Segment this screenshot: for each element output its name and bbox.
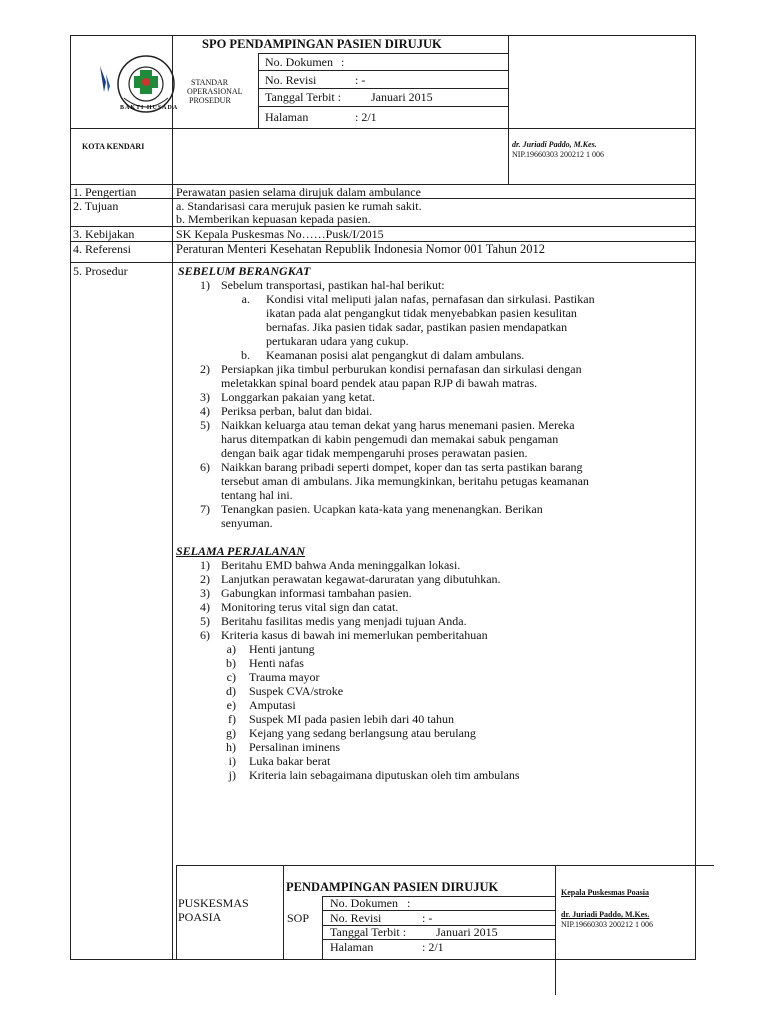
- section-label: 5. Prosedur: [73, 264, 128, 278]
- section-label: 4. Referensi: [73, 242, 131, 256]
- list-text: bernafas. Jika pasien tidak sadar, pastikan pasien mendapatkan: [266, 320, 568, 334]
- city-label: KOTA KENDARI: [82, 142, 145, 151]
- list-text: Kejang yang sedang berlangsung atau berulang: [249, 726, 476, 740]
- criteria-list: [176, 642, 696, 782]
- list-text: Keamanan posisi alat pengangkut di dalam ambulans.: [266, 348, 525, 362]
- list-number: 3): [200, 390, 210, 404]
- list-number: j): [228, 768, 236, 782]
- document-title: SPO PENDAMPINGAN PASIEN DIRUJUK: [202, 37, 442, 51]
- list-text: Naikkan keluarga atau teman dekat yang harus menemani pasien. Mereka: [221, 418, 575, 432]
- list-text: dengan baik agar tidak mempengaruhi proses perawatan pasien.: [221, 446, 528, 460]
- list-text: Trauma mayor: [249, 670, 320, 684]
- list-text: Tenangkan pasien. Ucapkan kata-kata yang menenangkan. Berikan: [221, 502, 543, 516]
- list-item: [176, 558, 696, 572]
- section-label: 2. Tujuan: [73, 199, 119, 213]
- list-text: Sebelum transportasi, pastikan hal-hal berikut:: [221, 278, 445, 292]
- footer-meta-value-tanggal-terbit: Januari 2015: [436, 925, 498, 939]
- list-number: 5): [200, 614, 210, 628]
- during-heading: SELAMA PERJALANAN: [176, 544, 306, 558]
- list-item: [176, 502, 696, 516]
- before-heading: SEBELUM BERANGKAT: [178, 264, 311, 278]
- list-number: b): [226, 656, 236, 670]
- list-text: Monitoring terus vital sign dan catat.: [221, 600, 399, 614]
- list-number: e): [226, 698, 236, 712]
- list-item: [176, 488, 696, 502]
- list-number: i): [228, 754, 236, 768]
- list-text: Kriteria kasus di bawah ini memerlukan pemberitahuan: [221, 628, 488, 642]
- sop-label-line-1: STANDAR: [191, 78, 229, 87]
- meta-label-tanggal-terbit: Tanggal Terbit :: [265, 90, 342, 104]
- during-heading-row: [176, 544, 696, 558]
- footer-meta-label-tanggal-terbit: Tanggal Terbit :: [330, 925, 407, 939]
- list-text: Persiapkan jika timbul perburukan kondisi pernafasan dan sirkulasi dengan: [221, 362, 582, 376]
- meta-label-no-dokumen: No. Dokumen: [265, 55, 333, 69]
- section-content: Perawatan pasien selama dirujuk dalam ambulance: [176, 185, 421, 199]
- list-number: 4): [200, 600, 210, 614]
- list-text: Periksa perban, balut dan bidai.: [221, 404, 373, 418]
- procedure-body: [176, 264, 696, 782]
- list-item: [176, 712, 696, 726]
- during-list: [176, 558, 696, 642]
- meta-value-tanggal-terbit: Januari 2015: [371, 90, 433, 104]
- list-number: a): [226, 642, 236, 656]
- list-text: tentang hal ini.: [221, 488, 293, 502]
- list-number: a.: [241, 292, 250, 306]
- list-number: c): [226, 670, 236, 684]
- list-item: [176, 390, 696, 404]
- list-item: [176, 572, 696, 586]
- list-text: Persalinan iminens: [249, 740, 340, 754]
- list-item: [176, 460, 696, 474]
- footer-meta-value-halaman: : 2/1: [422, 940, 444, 954]
- list-text: meletakkan spinal board pendek atau papan RJP di bawah matras.: [221, 376, 538, 390]
- list-text: Suspek MI pada pasien lebih dari 40 tahun: [249, 712, 454, 726]
- list-item: [176, 656, 696, 670]
- list-item: [176, 376, 696, 390]
- list-text: Beritahu EMD bahwa Anda meninggalkan lokasi.: [221, 558, 461, 572]
- list-text: Beritahu fasilitas medis yang menjadi tujuan Anda.: [221, 614, 467, 628]
- list-number: 6): [200, 628, 210, 642]
- list-item: [176, 334, 696, 348]
- list-item: [176, 404, 696, 418]
- list-text: Amputasi: [249, 698, 296, 712]
- list-text: Gabungkan informasi tambahan pasien.: [221, 586, 412, 600]
- list-item: [176, 670, 696, 684]
- bakti-husada-logo: [94, 52, 180, 122]
- meta-value-halaman: : 2/1: [355, 110, 377, 124]
- footer-org-line-1: PUSKESMAS: [178, 896, 249, 910]
- list-item: [176, 740, 696, 754]
- list-item: [176, 614, 696, 628]
- section-content: Peraturan Menteri Kesehatan Republik Indonesia Nomor 001 Tahun 2012: [176, 242, 545, 256]
- list-text: Henti nafas: [249, 656, 304, 670]
- list-text: Suspek CVA/stroke: [249, 684, 344, 698]
- footer-meta-value-no-dokumen: :: [407, 896, 411, 910]
- list-text: Luka bakar berat: [249, 754, 331, 768]
- list-item: [176, 320, 696, 334]
- list-text: Kriteria lain sebagaimana diputuskan oleh tim ambulans: [249, 768, 520, 782]
- footer-meta-label-no-dokumen: No. Dokumen: [330, 896, 398, 910]
- list-text: Kondisi vital meliputi jalan nafas, pernafasan dan sirkulasi. Pastikan: [266, 292, 595, 306]
- list-item: [176, 754, 696, 768]
- footer-meta-label-no-revisi: No. Revisi: [330, 911, 382, 925]
- footer-head-title: Kepala Puskesmas Poasia: [561, 888, 650, 897]
- footer-signer-nip: NIP.19660303 200212 1 006: [561, 920, 654, 929]
- list-item: [176, 418, 696, 432]
- list-number: 1): [200, 558, 210, 572]
- list-text: harus ditempatkan di kabin pengemudi dan memakai sabuk pengaman: [221, 432, 559, 446]
- footer-meta-value-no-revisi: : -: [422, 911, 433, 925]
- section-content: b. Memberikan kepuasan kepada pasien.: [176, 212, 371, 226]
- footer-title: PENDAMPINGAN PASIEN DIRUJUK: [286, 880, 499, 894]
- section-content: SK Kepala Puskesmas No……Pusk/I/2015: [176, 227, 384, 241]
- list-item: [176, 348, 696, 362]
- section-label: 1. Pengertian: [73, 185, 137, 199]
- list-item: [176, 642, 696, 656]
- meta-label-halaman: Halaman: [265, 110, 309, 124]
- list-text: tersebut aman di ambulans. Jika memungkinkan, beritahu petugas keamanan: [221, 474, 589, 488]
- list-item: [176, 278, 696, 292]
- list-item: [176, 446, 696, 460]
- logo-text: BAKTI HUSADA: [120, 105, 179, 111]
- signer-nip: NIP.19660303 200212 1 006: [512, 150, 605, 159]
- list-item: [176, 768, 696, 782]
- before-heading-row: [176, 264, 696, 278]
- sop-label-line-3: PROSEDUR: [189, 96, 231, 105]
- list-text: Longgarkan pakaian yang ketat.: [221, 390, 375, 404]
- list-number: 5): [200, 418, 210, 432]
- list-item: [176, 726, 696, 740]
- list-text: ikatan pada alat pengangkut tidak menyebabkan pasien kesulitan: [266, 306, 577, 320]
- list-item: [176, 586, 696, 600]
- section-content: a. Standarisasi cara merujuk pasien ke rumah sakit.: [176, 199, 422, 213]
- list-number: h): [226, 740, 236, 754]
- list-item: [176, 628, 696, 642]
- list-number: 6): [200, 460, 210, 474]
- list-item: [176, 516, 696, 530]
- list-text: Lanjutkan perawatan kegawat-daruratan yang dibutuhkan.: [221, 572, 501, 586]
- list-number: 2): [200, 362, 210, 376]
- list-number: d): [226, 684, 236, 698]
- list-text: Henti jantung: [249, 642, 315, 656]
- before-list: [176, 278, 696, 530]
- list-number: 3): [200, 586, 210, 600]
- list-item: [176, 684, 696, 698]
- footer-meta-label-halaman: Halaman: [330, 940, 374, 954]
- list-number: f): [228, 712, 236, 726]
- list-number: 1): [200, 278, 210, 292]
- list-number: 4): [200, 404, 210, 418]
- spacer: [176, 530, 696, 544]
- sop-label-line-2: OPERASIONAL: [187, 87, 243, 96]
- list-item: [176, 292, 696, 306]
- meta-value-no-revisi: : -: [355, 73, 366, 87]
- list-text: Naikkan barang pribadi seperti dompet, koper dan tas serta pastikan barang: [221, 460, 583, 474]
- signer-name: dr. Juriadi Paddo, M.Kes.: [512, 140, 597, 149]
- meta-value-no-dokumen: :: [341, 55, 345, 69]
- list-number: g): [226, 726, 236, 740]
- list-text: senyuman.: [221, 516, 273, 530]
- list-item: [176, 362, 696, 376]
- footer-signer-name: dr. Juriadi Paddo, M.Kes.: [561, 910, 650, 919]
- list-item: [176, 600, 696, 614]
- list-item: [176, 432, 696, 446]
- list-number: b.: [241, 348, 250, 362]
- list-item: [176, 474, 696, 488]
- list-number: 2): [200, 572, 210, 586]
- section-label: 3. Kebijakan: [73, 227, 135, 241]
- list-number: 7): [200, 502, 210, 516]
- footer-org-line-2: POASIA: [178, 910, 222, 924]
- footer-sop: SOP: [287, 911, 310, 925]
- list-item: [176, 306, 696, 320]
- meta-label-no-revisi: No. Revisi: [265, 73, 317, 87]
- list-item: [176, 698, 696, 712]
- list-text: pertukaran udara yang cukup.: [266, 334, 409, 348]
